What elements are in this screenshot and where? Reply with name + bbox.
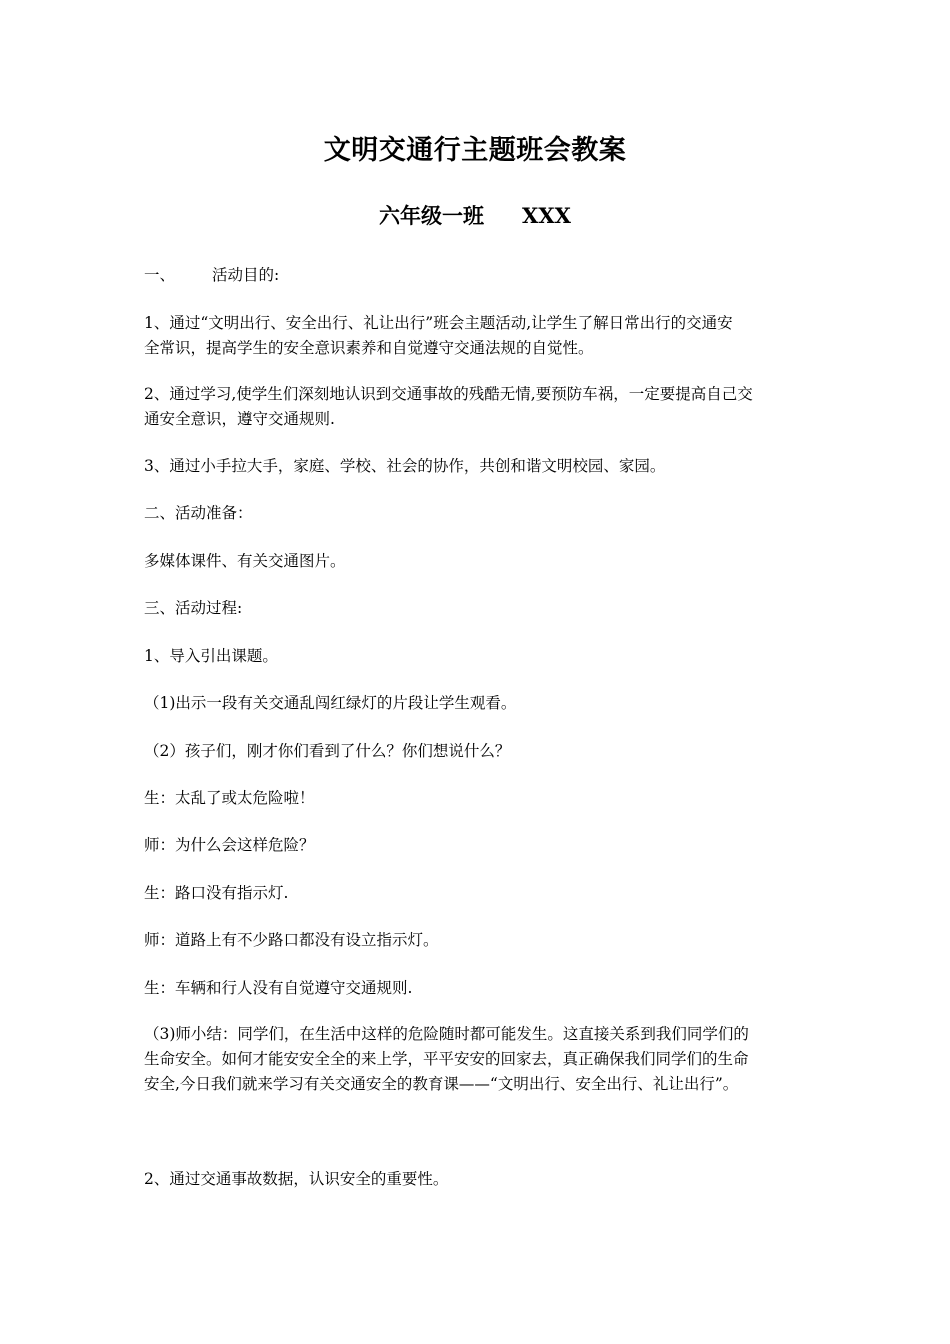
section-1-heading <box>144 263 824 288</box>
dialogue-line-1: 生：太乱了或太危险啦！ <box>144 789 315 807</box>
summary-line-3: 安全,今日我们就来学习有关交通安全的教育课——“文明出行、安全出行、礼让出行”。 <box>144 1075 739 1093</box>
document-subtitle <box>0 199 950 233</box>
dialogue-line-4: 师：道路上有不少路口都没有设立指示灯。 <box>144 931 439 949</box>
goal-1-line-1: 1、通过“文明出行、安全出行、礼让出行”班会主题活动,让学生了解日常出行的交通安 <box>144 314 733 332</box>
step-1: 1、导入引出课题。 <box>144 647 278 665</box>
section-1-number: 一、 <box>144 266 176 284</box>
summary-line-2: 生命安全。如何才能安安全全的来上学，平平安安的回家去，真正确保我们同学们的生命 <box>144 1050 749 1068</box>
section-2-content: 多媒体课件、有关交通图片。 <box>144 552 346 570</box>
section-3-heading: 三、活动过程: <box>144 599 243 617</box>
goal-2-line-2: 通安全意识，遵守交通规则. <box>144 410 335 428</box>
document-title: 文明交通行主题班会教案 <box>323 135 627 166</box>
class-name: 六年级一班 <box>379 203 485 228</box>
section-1-title: 活动目的: <box>212 266 280 284</box>
goal-1-line-2: 全常识，提高学生的安全意识素养和自觉遵守交通法规的自觉性。 <box>144 339 594 357</box>
section-2-heading: 二、活动准备： <box>144 504 253 522</box>
summary-line-1: （3)师小结：同学们，在生活中这样的危险随时都可能发生。这直接关系到我们同学们的 <box>144 1025 749 1043</box>
dialogue-line-2: 师：为什么会这样危险？ <box>144 836 315 854</box>
dialogue-line-5: 生：车辆和行人没有自觉遵守交通规则. <box>144 979 413 997</box>
goal-2-line-1: 2、通过学习,使学生们深刻地认识到交通事故的残酷无情,要预防车祸，一定要提高自己交 <box>144 385 753 403</box>
step-1-item-1: （1)出示一段有关交通乱闯红绿灯的片段让学生观看。 <box>144 694 517 712</box>
step-2: 2、通过交通事故数据，认识安全的重要性。 <box>144 1170 449 1188</box>
step-1-item-2: （2）孩子们，刚才你们看到了什么？你们想说什么？ <box>144 742 511 760</box>
dialogue-line-3: 生：路口没有指示灯. <box>144 884 289 902</box>
teacher-name: XXX <box>522 203 571 228</box>
goal-3: 3、通过小手拉大手，家庭、学校、社会的协作，共创和谐文明校园、家园。 <box>144 457 666 475</box>
